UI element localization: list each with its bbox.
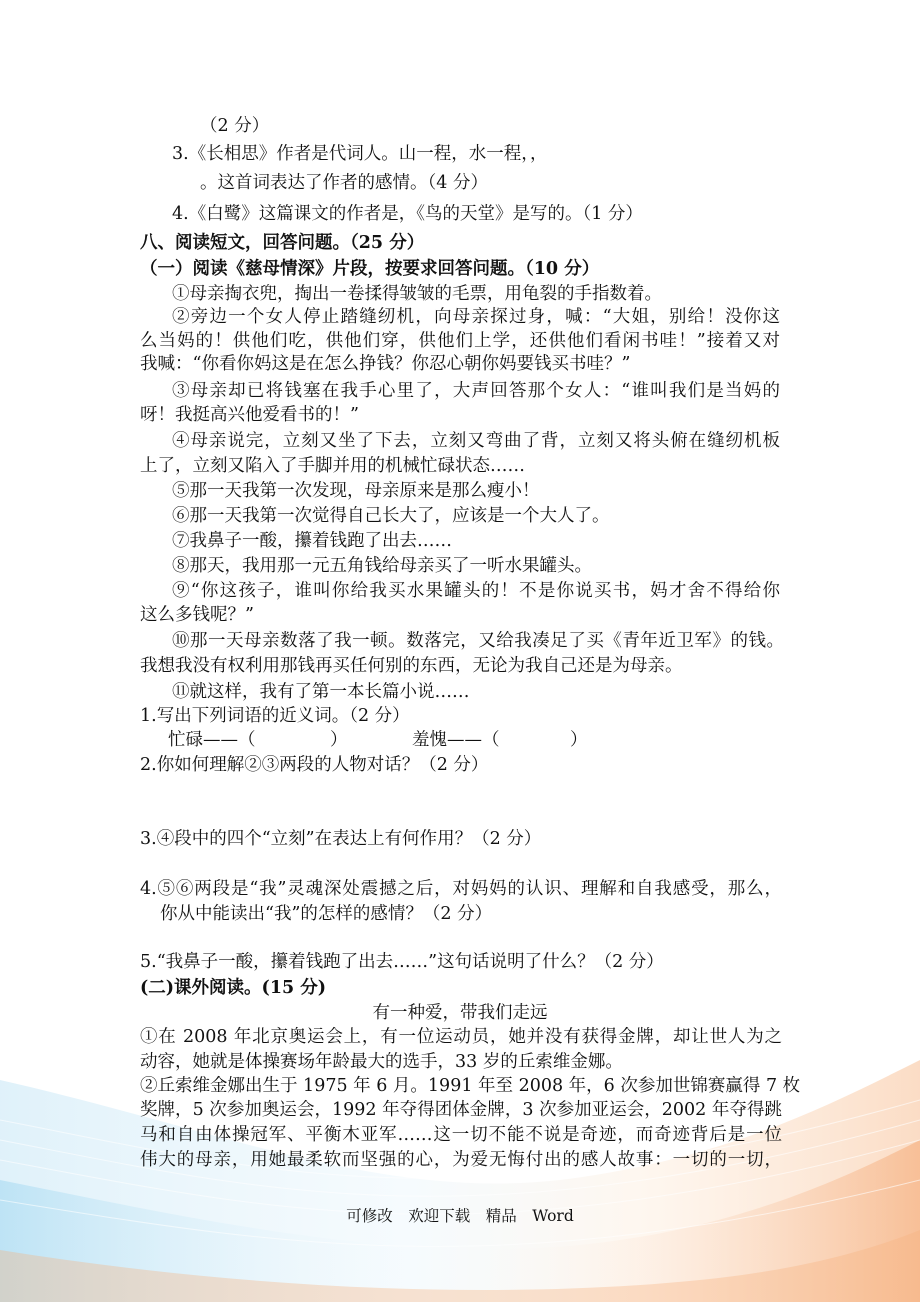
- article-line: 马和自由体操冠军、平衡木亚军……这一切不能不说是奇迹，而奇迹背后是一位: [140, 1125, 782, 1145]
- synonym-word-a: 忙碌——（: [168, 730, 256, 750]
- paragraph-line: ⑩那一天母亲数落了我一顿。数落完，又给我凑足了买《青年近卫军》的钱。: [172, 631, 784, 651]
- question-5: 5.“我鼻子一酸，攥着钱跑了出去……”这句话说明了什么？（2 分）: [140, 952, 664, 972]
- paragraph-line: 这么多钱呢？”: [140, 605, 254, 625]
- synonym-word-b-close: ）: [570, 730, 588, 750]
- question-4-line-1: 4.⑤⑥两段是“我”灵魂深处震撼之后，对妈妈的认识、理解和自我感受，那么，: [140, 879, 782, 899]
- question-3-line-1: 3.《长相思》作者是代词人。山一程，水一程，，: [172, 144, 548, 164]
- score-note: （2 分）: [200, 116, 270, 136]
- paragraph-line: ①母亲掏衣兜，掏出一卷揉得皱皱的毛票，用龟裂的手指数着。: [172, 284, 662, 304]
- article-line: 奖牌，5 次参加奥运会，1992 年夺得团体金牌，3 次参加亚运会，2002 年夺得跳: [140, 1100, 782, 1120]
- paragraph-line: ②旁边一个女人停止踏缝纫机，向母亲探过身，喊：“大姐，别给！没你这: [172, 307, 780, 327]
- synonym-word-a-close: ）: [330, 730, 348, 750]
- paragraph-line: ⑦我鼻子一酸，攥着钱跑了出去……: [172, 531, 452, 551]
- article-title: 有一种爱，带我们走远: [372, 1003, 548, 1023]
- paragraph-line: ⑪就这样，我有了第一本长篇小说……: [172, 682, 470, 702]
- question-1: 1.写出下列词语的近义词。（2 分）: [140, 706, 410, 726]
- paragraph-line: ④母亲说完，立刻又坐了下去，立刻又弯曲了背，立刻又将头俯在缝纫机板: [172, 431, 780, 451]
- article-line: ①在 2008 年北京奥运会上，有一位运动员，她并没有获得金牌，却让世人为之: [140, 1027, 782, 1047]
- paragraph-line: 我喊：“你看你妈这是在怎么挣钱？你忍心朝你妈要钱买书哇？”: [140, 354, 631, 374]
- question-2: 2.你如何理解②③两段的人物对话？（2 分）: [140, 755, 489, 775]
- paragraph-line: ⑧那天，我用那一元五角钱给母亲买了一听水果罐头。: [172, 556, 592, 576]
- article-line: ②丘索维金娜出生于 1975 年 6 月。1991 年至 2008 年，6 次参加世锦赛赢得 7 枚: [140, 1076, 801, 1096]
- paragraph-line: 么当妈的！供他们吃，供他们穿，供他们上学，还供他们看闲书哇！”接着又对: [140, 331, 780, 351]
- article-line: 动容，她就是体操赛场年龄最大的选手，33 岁的丘索维金娜。: [140, 1052, 623, 1072]
- question-3-line-2: 。这首词表达了作者的感情。（4 分）: [200, 173, 488, 193]
- paragraph-line: 上了，立刻又陷入了手脚并用的机械忙碌状态……: [140, 456, 525, 476]
- paragraph-line: 我想我没有权利用那钱再买任何别的东西，无论为我自己还是为母亲。: [140, 656, 683, 676]
- question-4-line-2: 你从中能读出“我”的怎样的感情？（2 分）: [160, 904, 493, 924]
- paragraph-line: ③母亲却已将钱塞在我手心里了，大声回答那个女人：“谁叫我们是当妈的: [172, 381, 780, 401]
- article-line: 伟大的母亲，用她最柔软而坚强的心，为爱无悔付出的感人故事：一切的一切，: [140, 1150, 782, 1170]
- paragraph-line: ⑥那一天我第一次觉得自己长大了，应该是一个大人了。: [172, 506, 610, 526]
- paragraph-line: ⑨“你这孩子，谁叫你给我买水果罐头的！不是你说买书，妈才舍不得给你: [172, 581, 780, 601]
- section-8-title: 八、阅读短文，回答问题。（25 分）: [140, 233, 425, 253]
- paragraph-line: 呀！我挺高兴他爱看书的！”: [140, 405, 359, 425]
- question-4: 4.《白鹭》这篇课文的作者是，《鸟的天堂》是写的。（1 分）: [172, 204, 643, 224]
- paragraph-line: ⑤那一天我第一次发现，母亲原来是那么瘦小！: [172, 481, 540, 501]
- question-3: 3.④段中的四个“立刻”在表达上有何作用？（2 分）: [140, 829, 542, 849]
- footer-text: 可修改 欢迎下载 精品 Word: [346, 1207, 574, 1225]
- part-2-title: (二)课外阅读。(15 分): [140, 978, 327, 998]
- part-1-title: （一）阅读《慈母情深》片段，按要求回答问题。（10 分）: [140, 259, 600, 279]
- synonym-word-b: 羞愧——（: [412, 730, 500, 750]
